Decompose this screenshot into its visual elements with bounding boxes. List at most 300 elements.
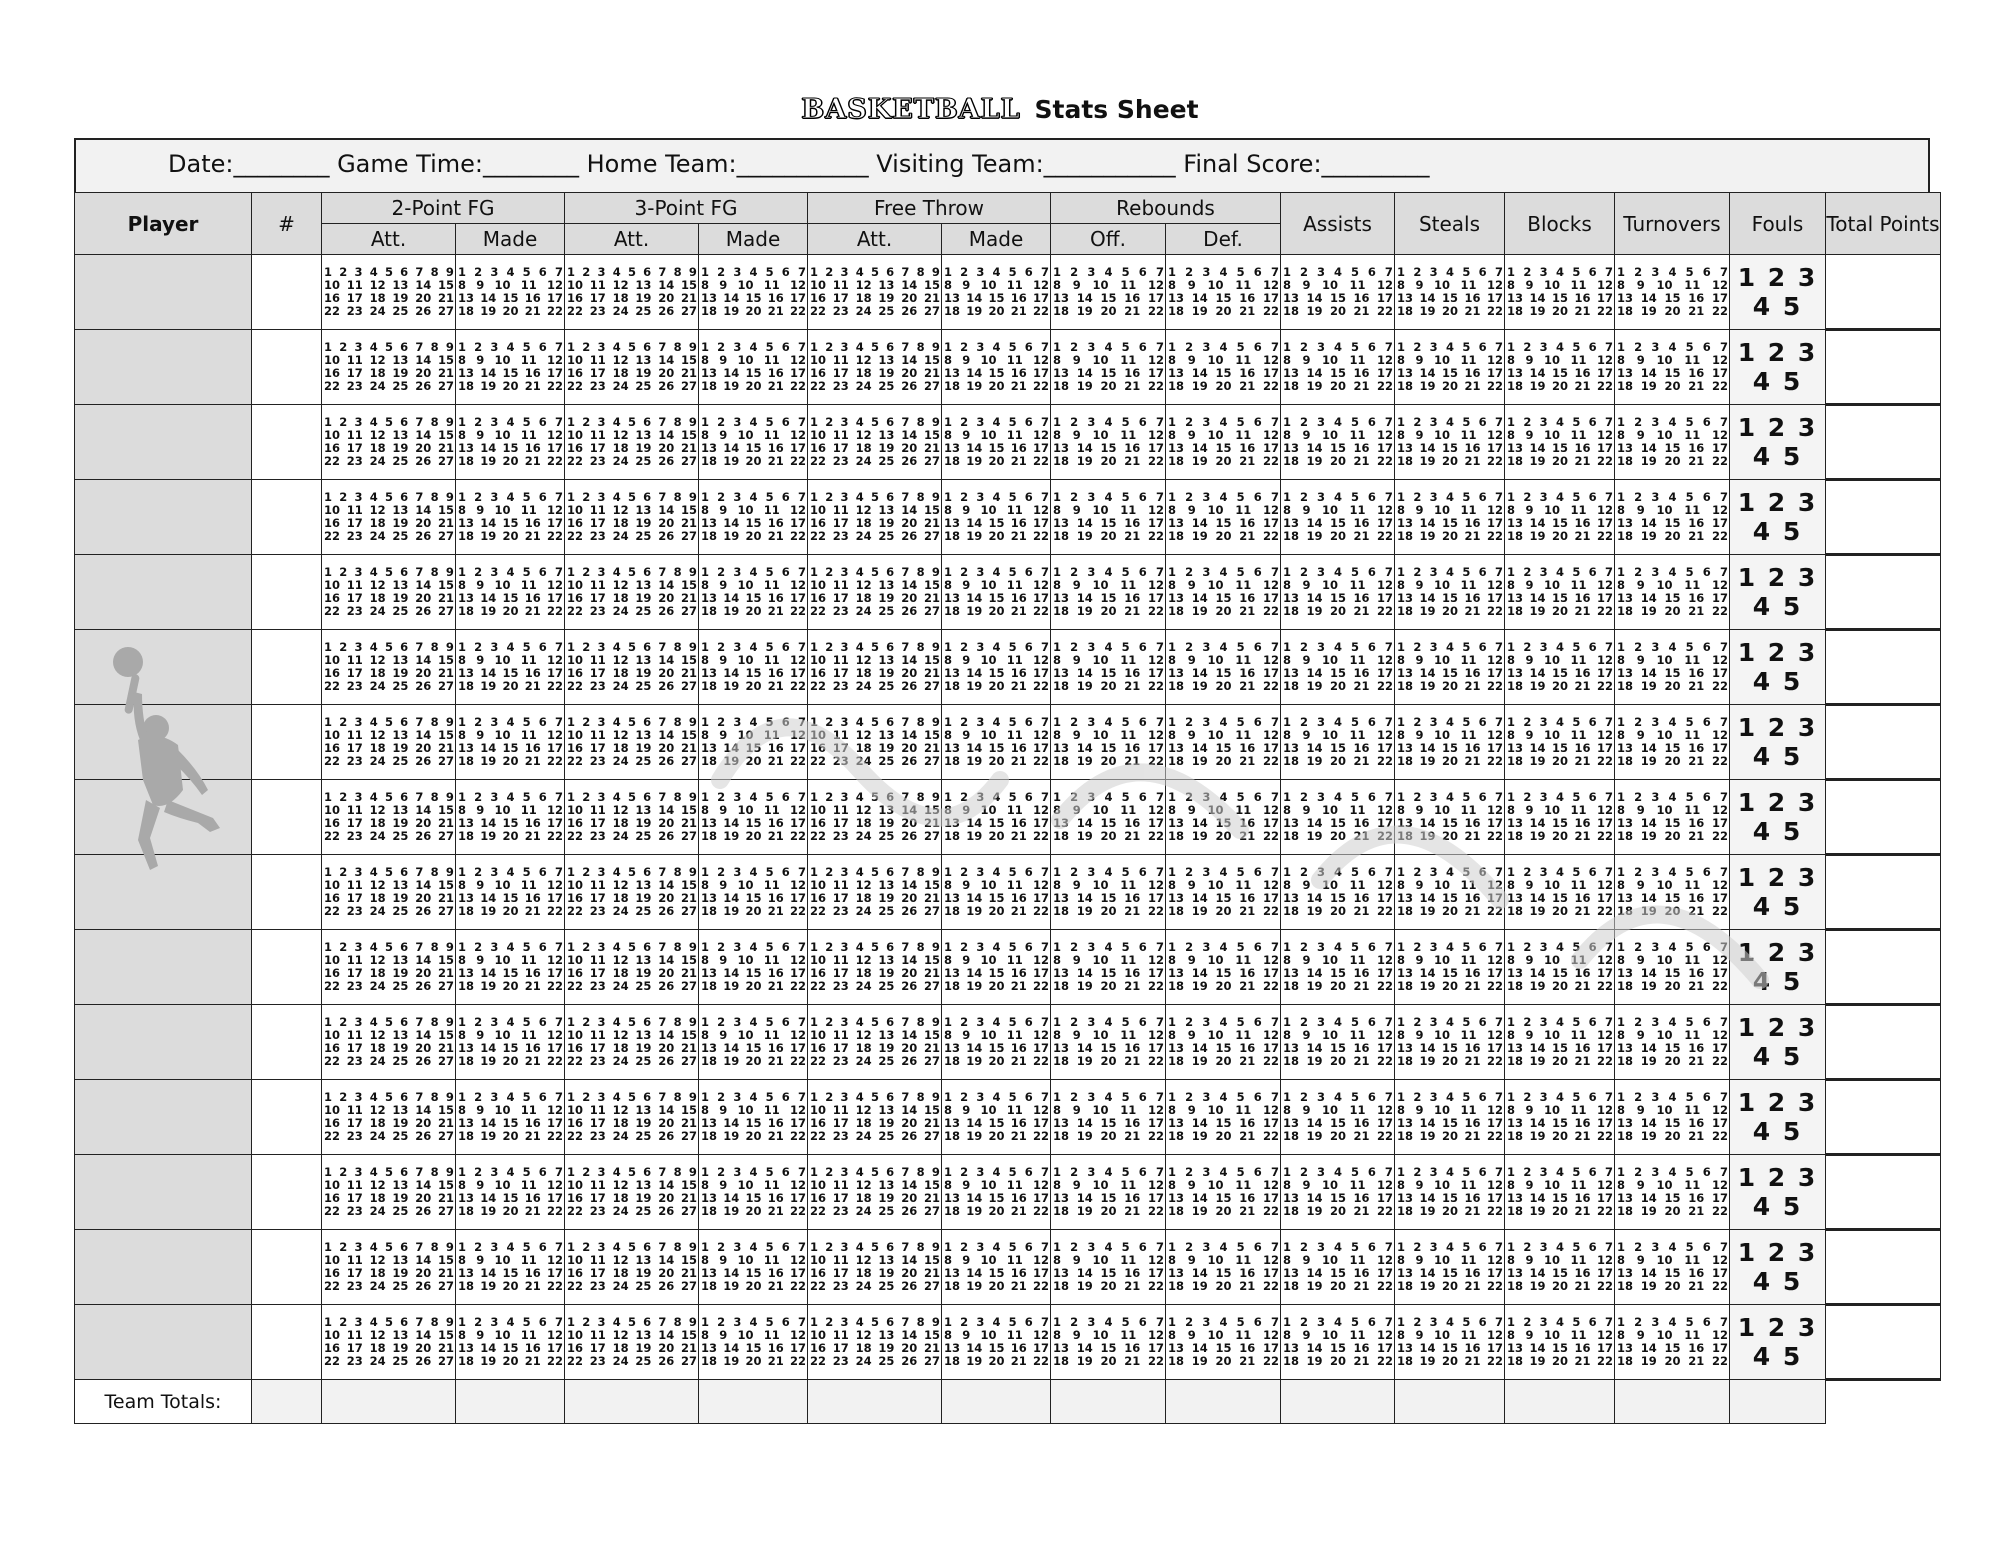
tally-number[interactable]: 9 xyxy=(719,1103,728,1117)
tally-number[interactable]: 26 xyxy=(658,979,675,993)
tally-number[interactable]: 19 xyxy=(723,1279,740,1293)
tally-number[interactable]: 7 xyxy=(554,715,563,729)
tally-number[interactable]: 1 xyxy=(324,640,333,654)
tally-number[interactable]: 8 xyxy=(916,490,925,504)
tally-number[interactable]: 18 xyxy=(944,1129,961,1143)
tally-number[interactable]: 22 xyxy=(789,1204,806,1218)
tally-number[interactable]: 9 xyxy=(1072,1253,1081,1267)
tally-number[interactable]: 9 xyxy=(688,265,697,279)
tally-number[interactable]: 3 xyxy=(1087,940,1096,954)
tally-number[interactable]: 21 xyxy=(923,441,940,455)
tally-number[interactable]: 3 xyxy=(840,790,849,804)
tally-number[interactable]: 21 xyxy=(680,1116,697,1130)
tally-number[interactable]: 12 xyxy=(1376,503,1393,517)
tally-number[interactable]: 15 xyxy=(1551,1266,1568,1280)
tally-number[interactable]: 12 xyxy=(1376,878,1393,892)
tally-number[interactable]: 16 xyxy=(1688,666,1705,680)
tally-number[interactable]: 13 xyxy=(1617,891,1634,905)
total-points-cell[interactable] xyxy=(1826,705,1941,780)
tally-number[interactable]: 5 xyxy=(1685,865,1694,879)
tally-number[interactable]: 20 xyxy=(1441,454,1458,468)
tally-number[interactable]: 19 xyxy=(1640,529,1657,543)
tally-number[interactable]: 2 xyxy=(339,1240,348,1254)
tally-number[interactable]: 2 xyxy=(1634,565,1643,579)
tally-number[interactable]: 4 xyxy=(1333,715,1342,729)
tally-number[interactable]: 18 xyxy=(1507,304,1524,318)
tally-number[interactable]: 22 xyxy=(324,1054,341,1068)
tally-number[interactable]: 22 xyxy=(1711,529,1728,543)
tally-number[interactable]: 6 xyxy=(643,565,652,579)
tally-number[interactable]: 11 xyxy=(1006,653,1023,667)
tally-number[interactable]: 13 xyxy=(458,816,475,830)
tally-number[interactable]: 5 xyxy=(1462,490,1471,504)
tally-number[interactable]: 10 xyxy=(737,503,754,517)
tally-number[interactable]: 17 xyxy=(1147,291,1164,305)
tally-number[interactable]: 12 xyxy=(1376,428,1393,442)
tally-number[interactable]: 7 xyxy=(901,1240,910,1254)
tally-number[interactable]: 12 xyxy=(1032,578,1049,592)
tally-number[interactable]: 27 xyxy=(680,304,697,318)
tally-number[interactable]: 8 xyxy=(944,953,953,967)
tally-number[interactable]: 21 xyxy=(524,679,541,693)
tally-number[interactable]: 15 xyxy=(1215,366,1232,380)
tally-number[interactable]: 15 xyxy=(1441,366,1458,380)
tally-number[interactable]: 10 xyxy=(1433,353,1450,367)
tally-number[interactable]: 5 xyxy=(870,1015,879,1029)
tally-number[interactable]: 21 xyxy=(1124,979,1141,993)
tally-number[interactable]: 11 xyxy=(1120,278,1137,292)
tally-number[interactable]: 1 xyxy=(1053,1015,1062,1029)
tally-number[interactable]: 15 xyxy=(1329,441,1346,455)
tally-number[interactable]: 10 xyxy=(1321,1178,1338,1192)
tally-number[interactable]: 17 xyxy=(789,591,806,605)
tally-number[interactable]: 15 xyxy=(1329,1191,1346,1205)
tally-number[interactable]: 12 xyxy=(1486,653,1503,667)
tally-number[interactable]: 16 xyxy=(767,966,784,980)
tally-number[interactable]: 18 xyxy=(944,754,961,768)
tally-number[interactable]: 10 xyxy=(1321,578,1338,592)
tally-number[interactable]: 3 xyxy=(597,1165,606,1179)
tally-number[interactable]: 15 xyxy=(1100,1116,1117,1130)
tally-number[interactable]: 18 xyxy=(458,604,475,618)
total-points-cell[interactable] xyxy=(1826,1080,1941,1155)
tally-number[interactable]: 11 xyxy=(1460,353,1477,367)
tally-number[interactable]: 18 xyxy=(1397,304,1414,318)
tally-number[interactable]: 13 xyxy=(701,366,718,380)
tally-number[interactable]: 22 xyxy=(810,679,827,693)
tally-number[interactable]: 1 xyxy=(1053,865,1062,879)
tally-number[interactable]: 27 xyxy=(680,379,697,393)
tally-number[interactable]: 23 xyxy=(832,1204,849,1218)
tally-number[interactable]: 19 xyxy=(1529,304,1546,318)
tally-number[interactable]: 9 xyxy=(688,1090,697,1104)
tally-number[interactable]: 7 xyxy=(415,940,424,954)
tally-number[interactable]: 13 xyxy=(392,953,409,967)
tally-number[interactable]: 21 xyxy=(767,679,784,693)
tally-number[interactable]: 22 xyxy=(1147,1054,1164,1068)
tally-number[interactable]: 6 xyxy=(886,265,895,279)
tally-number[interactable]: 5 xyxy=(627,565,636,579)
tally-number[interactable]: 22 xyxy=(567,604,584,618)
tally-number[interactable]: 27 xyxy=(680,754,697,768)
tally-number[interactable]: 9 xyxy=(688,640,697,654)
tally-number[interactable]: 11 xyxy=(1684,878,1701,892)
tally-number[interactable]: 11 xyxy=(589,503,606,517)
tally-number[interactable]: 8 xyxy=(1053,278,1062,292)
tally-number[interactable]: 1 xyxy=(1507,1015,1516,1029)
tally-number[interactable]: 9 xyxy=(1187,1028,1196,1042)
tally-number[interactable]: 4 xyxy=(855,1165,864,1179)
tally-number[interactable]: 13 xyxy=(1617,666,1634,680)
tally-number[interactable]: 9 xyxy=(1415,878,1424,892)
tally-number[interactable]: 27 xyxy=(923,1204,940,1218)
tally-number[interactable]: 11 xyxy=(1006,878,1023,892)
tally-number[interactable]: 17 xyxy=(1376,1041,1393,1055)
tally-number[interactable]: 11 xyxy=(346,878,363,892)
tally-number[interactable]: 18 xyxy=(1168,679,1185,693)
tally-number[interactable]: 7 xyxy=(797,340,806,354)
tally-number[interactable]: 2 xyxy=(717,415,726,429)
tally-number[interactable]: 8 xyxy=(1053,953,1062,967)
tally-number[interactable]: 19 xyxy=(392,591,409,605)
tally-number[interactable]: 1 xyxy=(701,565,710,579)
tally-number[interactable]: 10 xyxy=(1321,1253,1338,1267)
tally-number[interactable]: 10 xyxy=(494,1253,511,1267)
tally-number[interactable]: 18 xyxy=(1283,1204,1300,1218)
tally-number[interactable]: 20 xyxy=(1215,979,1232,993)
tally-number[interactable]: 19 xyxy=(1191,379,1208,393)
tally-number[interactable]: 5 xyxy=(1572,640,1581,654)
tally-number[interactable]: 1 xyxy=(1617,340,1626,354)
tally-number[interactable]: 5 xyxy=(1121,1015,1130,1029)
tally-number[interactable]: 19 xyxy=(1191,1279,1208,1293)
tally-number[interactable]: 11 xyxy=(1235,803,1252,817)
tally-number[interactable]: 20 xyxy=(988,904,1005,918)
tally-number[interactable]: 18 xyxy=(1168,1054,1185,1068)
tally-number[interactable]: 8 xyxy=(1168,953,1177,967)
tally-number[interactable]: 8 xyxy=(458,1253,467,1267)
tally-number[interactable]: 23 xyxy=(832,979,849,993)
tally-number[interactable]: 4 xyxy=(749,490,758,504)
tally-number[interactable]: 6 xyxy=(886,1240,895,1254)
tally-number[interactable]: 12 xyxy=(1376,1103,1393,1117)
tally-number[interactable]: 27 xyxy=(437,1129,454,1143)
tally-number[interactable]: 15 xyxy=(437,278,454,292)
tally-number[interactable]: 8 xyxy=(673,1240,682,1254)
tally-number[interactable]: 2 xyxy=(339,1090,348,1104)
tally-number[interactable]: 23 xyxy=(346,1054,363,1068)
tally-number[interactable]: 3 xyxy=(1202,715,1211,729)
tally-number[interactable]: 17 xyxy=(1596,516,1613,530)
tally-number[interactable]: 2 xyxy=(1634,490,1643,504)
tally-number[interactable]: 1 xyxy=(324,715,333,729)
tally-number[interactable]: 25 xyxy=(635,904,652,918)
tally-number[interactable]: 5 xyxy=(1462,790,1471,804)
tally-number[interactable]: 12 xyxy=(789,878,806,892)
tally-number[interactable]: 6 xyxy=(1588,1090,1597,1104)
tally-number[interactable]: 22 xyxy=(1032,304,1049,318)
tally-number[interactable]: 21 xyxy=(1353,379,1370,393)
tally-number[interactable]: 24 xyxy=(855,529,872,543)
tally-number[interactable]: 1 xyxy=(810,1240,819,1254)
tally-number[interactable]: 12 xyxy=(1032,953,1049,967)
tally-number[interactable]: 21 xyxy=(767,1129,784,1143)
tally-number[interactable]: 17 xyxy=(1147,1191,1164,1205)
tally-number[interactable]: 14 xyxy=(658,953,675,967)
tally-number[interactable]: 1 xyxy=(1283,715,1292,729)
tally-number[interactable]: 8 xyxy=(1168,803,1177,817)
tally-number[interactable]: 22 xyxy=(1262,604,1279,618)
tally-number[interactable]: 3 xyxy=(1651,1090,1660,1104)
tally-number[interactable]: 22 xyxy=(1262,754,1279,768)
tally-number[interactable]: 19 xyxy=(480,979,497,993)
tally-number[interactable]: 9 xyxy=(1072,428,1081,442)
tally-number[interactable]: 19 xyxy=(966,529,983,543)
tally-number[interactable]: 21 xyxy=(680,366,697,380)
tally-number[interactable]: 4 xyxy=(1555,565,1564,579)
tally-number[interactable]: 12 xyxy=(855,278,872,292)
tally-number[interactable]: 4 xyxy=(369,1240,378,1254)
tally-number[interactable]: 17 xyxy=(832,366,849,380)
fouls-marks-top[interactable]: 1 2 3 xyxy=(1737,1088,1818,1117)
tally-number[interactable]: 18 xyxy=(1617,1054,1634,1068)
tally-number[interactable]: 4 xyxy=(1333,940,1342,954)
tally-number[interactable]: 1 xyxy=(1397,265,1406,279)
tally-number[interactable]: 25 xyxy=(635,454,652,468)
tally-number[interactable]: 11 xyxy=(1349,353,1366,367)
tally-number[interactable]: 8 xyxy=(1397,578,1406,592)
tally-number[interactable]: 4 xyxy=(855,940,864,954)
tally-number[interactable]: 18 xyxy=(701,829,718,843)
tally-number[interactable]: 1 xyxy=(944,340,953,354)
tally-number[interactable]: 3 xyxy=(976,490,985,504)
tally-number[interactable]: 17 xyxy=(1262,516,1279,530)
tally-number[interactable]: 12 xyxy=(1596,728,1613,742)
tally-number[interactable]: 1 xyxy=(1507,715,1516,729)
tally-number[interactable]: 10 xyxy=(1543,878,1560,892)
tally-number[interactable]: 13 xyxy=(878,353,895,367)
tally-number[interactable]: 14 xyxy=(901,353,918,367)
tally-number[interactable]: 26 xyxy=(415,1204,432,1218)
tally-number[interactable]: 20 xyxy=(1329,904,1346,918)
tally-number[interactable]: 5 xyxy=(384,790,393,804)
tally-number[interactable]: 6 xyxy=(1024,1090,1033,1104)
tally-number[interactable]: 16 xyxy=(1464,666,1481,680)
tally-number[interactable]: 19 xyxy=(966,904,983,918)
tally-number[interactable]: 12 xyxy=(1486,878,1503,892)
tally-number[interactable]: 16 xyxy=(1353,966,1370,980)
tally-number[interactable]: 22 xyxy=(1486,379,1503,393)
tally-number[interactable]: 12 xyxy=(546,503,563,517)
tally-number[interactable]: 12 xyxy=(1376,653,1393,667)
tally-number[interactable]: 5 xyxy=(1572,865,1581,879)
tally-number[interactable]: 8 xyxy=(1507,353,1516,367)
tally-number[interactable]: 9 xyxy=(476,728,485,742)
tally-number[interactable]: 22 xyxy=(1262,1129,1279,1143)
tally-number[interactable]: 13 xyxy=(458,441,475,455)
tally-number[interactable]: 2 xyxy=(825,415,834,429)
tally-number[interactable]: 22 xyxy=(567,1279,584,1293)
tally-number[interactable]: 13 xyxy=(878,953,895,967)
tally-number[interactable]: 22 xyxy=(789,1279,806,1293)
tally-number[interactable]: 18 xyxy=(612,666,629,680)
tally-number[interactable]: 10 xyxy=(1656,428,1673,442)
tally-number[interactable]: 3 xyxy=(354,790,363,804)
tally-number[interactable]: 12 xyxy=(1032,728,1049,742)
tally-number[interactable]: 17 xyxy=(1376,741,1393,755)
tally-number[interactable]: 5 xyxy=(627,1090,636,1104)
tally-number[interactable]: 11 xyxy=(1235,1253,1252,1267)
tally-number[interactable]: 20 xyxy=(415,1191,432,1205)
tally-number[interactable]: 14 xyxy=(1076,591,1093,605)
tally-number[interactable]: 6 xyxy=(1253,1240,1262,1254)
tally-number[interactable]: 5 xyxy=(1121,790,1130,804)
tally-number[interactable]: 8 xyxy=(1397,1103,1406,1117)
tally-number[interactable]: 22 xyxy=(324,679,341,693)
tally-number[interactable]: 5 xyxy=(522,940,531,954)
tally-number[interactable]: 25 xyxy=(635,529,652,543)
tally-number[interactable]: 3 xyxy=(840,340,849,354)
tally-number[interactable]: 7 xyxy=(415,1240,424,1254)
tally-number[interactable]: 8 xyxy=(1168,278,1177,292)
tally-number[interactable]: 20 xyxy=(901,366,918,380)
tally-number[interactable]: 12 xyxy=(1032,878,1049,892)
tally-number[interactable]: 4 xyxy=(992,265,1001,279)
tally-number[interactable]: 5 xyxy=(1462,265,1471,279)
tally-number[interactable]: 8 xyxy=(944,428,953,442)
tally-number[interactable]: 26 xyxy=(658,604,675,618)
tally-number[interactable]: 14 xyxy=(1419,1191,1436,1205)
tally-number[interactable]: 2 xyxy=(1523,940,1532,954)
tally-number[interactable]: 1 xyxy=(567,790,576,804)
tally-number[interactable]: 1 xyxy=(1617,1090,1626,1104)
tally-number[interactable]: 17 xyxy=(832,666,849,680)
tally-number[interactable]: 7 xyxy=(415,640,424,654)
tally-number[interactable]: 1 xyxy=(1053,490,1062,504)
tally-number[interactable]: 15 xyxy=(923,428,940,442)
tally-number[interactable]: 2 xyxy=(1413,565,1422,579)
tally-number[interactable]: 3 xyxy=(1087,790,1096,804)
tally-number[interactable]: 20 xyxy=(745,979,762,993)
tally-number[interactable]: 2 xyxy=(339,1015,348,1029)
tally-number[interactable]: 17 xyxy=(789,1041,806,1055)
tally-number[interactable]: 10 xyxy=(567,1103,584,1117)
tally-number[interactable]: 16 xyxy=(567,516,584,530)
tally-number[interactable]: 10 xyxy=(737,353,754,367)
tally-number[interactable]: 8 xyxy=(1053,1028,1062,1042)
tally-number[interactable]: 1 xyxy=(944,1015,953,1029)
tally-number[interactable]: 13 xyxy=(1053,966,1070,980)
tally-number[interactable]: 4 xyxy=(992,1165,1001,1179)
tally-number[interactable]: 5 xyxy=(1572,1240,1581,1254)
tally-number[interactable]: 13 xyxy=(635,653,652,667)
tally-number[interactable]: 12 xyxy=(789,578,806,592)
tally-number[interactable]: 12 xyxy=(1147,578,1164,592)
tally-number[interactable]: 22 xyxy=(546,904,563,918)
tally-number[interactable]: 23 xyxy=(832,754,849,768)
tally-number[interactable]: 17 xyxy=(1032,591,1049,605)
tally-number[interactable]: 19 xyxy=(1191,979,1208,993)
tally-number[interactable]: 23 xyxy=(346,529,363,543)
tally-number[interactable]: 13 xyxy=(1168,666,1185,680)
tally-number[interactable]: 10 xyxy=(810,503,827,517)
tally-number[interactable]: 2 xyxy=(1185,340,1194,354)
tally-number[interactable]: 17 xyxy=(1147,1041,1164,1055)
tally-number[interactable]: 15 xyxy=(1329,891,1346,905)
tally-number[interactable]: 6 xyxy=(643,1090,652,1104)
tally-number[interactable]: 12 xyxy=(855,578,872,592)
tally-number[interactable]: 18 xyxy=(1397,529,1414,543)
tally-number[interactable]: 17 xyxy=(1147,441,1164,455)
tally-number[interactable]: 26 xyxy=(901,679,918,693)
tally-number[interactable]: 5 xyxy=(1121,715,1130,729)
tally-number[interactable]: 11 xyxy=(1460,578,1477,592)
tally-number[interactable]: 4 xyxy=(1219,1165,1228,1179)
tally-number[interactable]: 2 xyxy=(825,640,834,654)
tally-number[interactable]: 21 xyxy=(524,904,541,918)
tally-number[interactable]: 8 xyxy=(1617,803,1626,817)
tally-number[interactable]: 20 xyxy=(658,366,675,380)
tally-number[interactable]: 8 xyxy=(430,1090,439,1104)
tally-number[interactable]: 9 xyxy=(476,1178,485,1192)
tally-number[interactable]: 10 xyxy=(1092,278,1109,292)
tally-number[interactable]: 22 xyxy=(789,1054,806,1068)
tally-number[interactable]: 9 xyxy=(1415,653,1424,667)
tally-number[interactable]: 16 xyxy=(324,591,341,605)
tally-number[interactable]: 2 xyxy=(1185,1090,1194,1104)
tally-number[interactable]: 3 xyxy=(1202,1015,1211,1029)
tally-number[interactable]: 3 xyxy=(840,565,849,579)
tally-number[interactable]: 21 xyxy=(1010,1204,1027,1218)
tally-number[interactable]: 6 xyxy=(538,1090,547,1104)
tally-number[interactable]: 14 xyxy=(1419,966,1436,980)
tally-number[interactable]: 3 xyxy=(1316,1240,1325,1254)
tally-number[interactable]: 3 xyxy=(733,715,742,729)
tally-number[interactable]: 6 xyxy=(400,640,409,654)
tally-number[interactable]: 6 xyxy=(400,715,409,729)
tally-number[interactable]: 11 xyxy=(763,353,780,367)
tally-number[interactable]: 10 xyxy=(1321,503,1338,517)
tally-number[interactable]: 16 xyxy=(1464,1116,1481,1130)
tally-number[interactable]: 14 xyxy=(480,441,497,455)
tally-number[interactable]: 9 xyxy=(1525,1028,1534,1042)
tally-number[interactable]: 1 xyxy=(1507,265,1516,279)
tally-number[interactable]: 9 xyxy=(476,653,485,667)
tally-number[interactable]: 13 xyxy=(1283,741,1300,755)
tally-number[interactable]: 3 xyxy=(1316,865,1325,879)
tally-number[interactable]: 19 xyxy=(392,891,409,905)
tally-number[interactable]: 3 xyxy=(976,415,985,429)
tally-number[interactable]: 21 xyxy=(1353,1204,1370,1218)
tally-number[interactable]: 6 xyxy=(1253,565,1262,579)
tally-number[interactable]: 27 xyxy=(437,454,454,468)
tally-number[interactable]: 9 xyxy=(1302,428,1311,442)
tally-number[interactable]: 17 xyxy=(1262,666,1279,680)
tally-number[interactable]: 6 xyxy=(886,565,895,579)
tally-number[interactable]: 4 xyxy=(1333,565,1342,579)
tally-number[interactable]: 10 xyxy=(1321,728,1338,742)
tally-number[interactable]: 21 xyxy=(1239,454,1256,468)
tally-number[interactable]: 9 xyxy=(1072,278,1081,292)
tally-number[interactable]: 4 xyxy=(1104,790,1113,804)
tally-number[interactable]: 7 xyxy=(415,340,424,354)
tally-number[interactable]: 8 xyxy=(673,415,682,429)
total-points-cell[interactable] xyxy=(1826,630,1941,705)
tally-number[interactable]: 7 xyxy=(554,415,563,429)
tally-number[interactable]: 9 xyxy=(476,578,485,592)
tally-number[interactable]: 8 xyxy=(1507,728,1516,742)
tally-number[interactable]: 2 xyxy=(1185,415,1194,429)
